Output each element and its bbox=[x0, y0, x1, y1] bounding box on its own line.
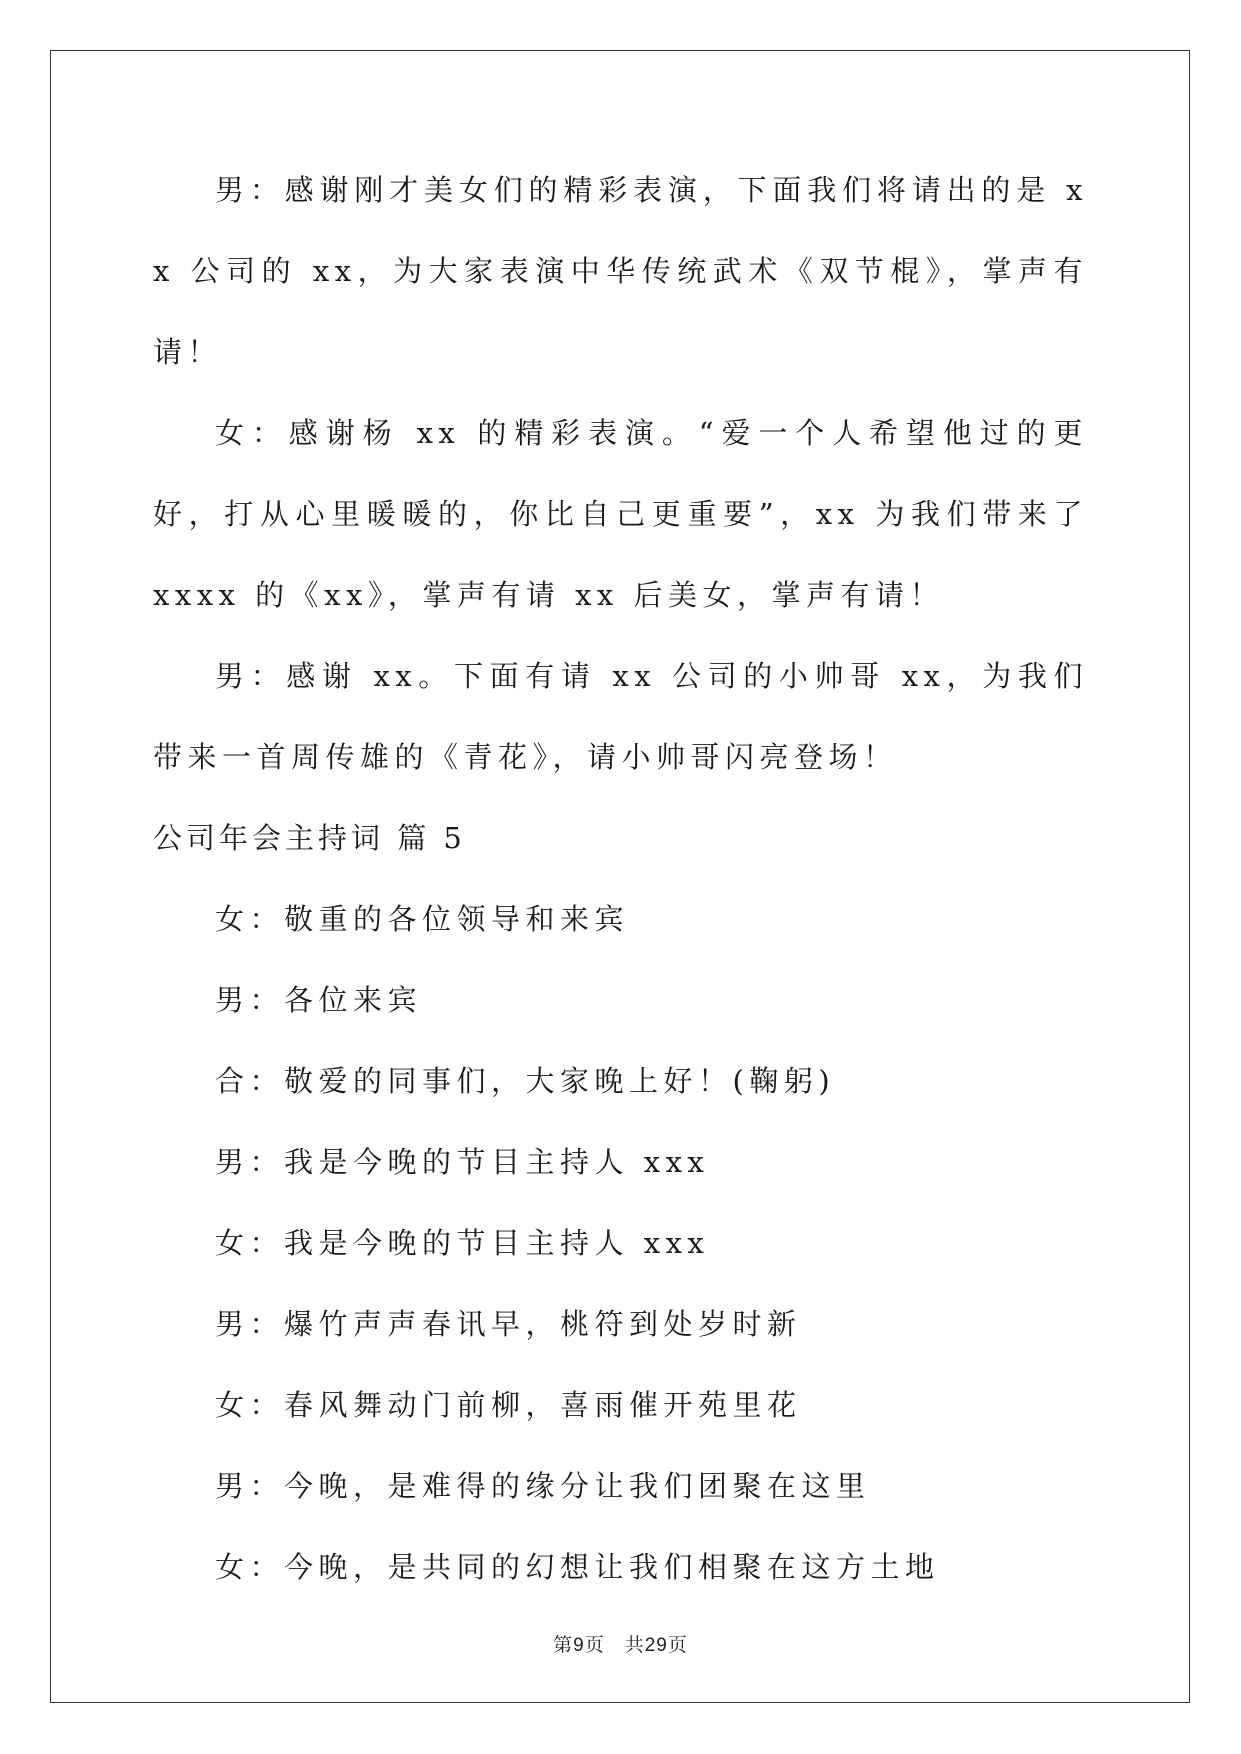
dialogue-line: 女：春风舞动门前柳，喜雨催开苑里花 bbox=[215, 1388, 802, 1422]
document-body bbox=[153, 150, 1088, 1608]
dialogue-line: 男：爆竹声声春讯早，桃符到处岁时新 bbox=[215, 1307, 802, 1341]
page-suffix: 页 bbox=[584, 1634, 605, 1656]
dialogue-line: 男：各位来宾 bbox=[215, 983, 423, 1017]
page-footer bbox=[0, 1630, 1241, 1657]
page-number: 9 bbox=[573, 1635, 585, 1656]
paragraph-1: 男：感谢刚才美女们的精彩表演，下面我们将请出的是 xx 公司的 xx，为大家表演中华传统武术《双节棍》，掌声有请！ bbox=[153, 173, 1088, 369]
section-heading: 公司年会主持词 篇 5 bbox=[153, 821, 466, 855]
total-prefix: 共 bbox=[624, 1634, 645, 1656]
dialogue-line: 男：我是今晚的节目主持人 xxx bbox=[215, 1145, 710, 1179]
page-prefix: 第 bbox=[553, 1634, 574, 1656]
dialogue-line: 女：敬重的各位领导和来宾 bbox=[215, 902, 630, 936]
paragraph-3: 男：感谢 xx。下面有请 xx 公司的小帅哥 xx，为我们带来一首周传雄的《青花》，请小帅哥闪亮登场！ bbox=[153, 659, 1088, 774]
paragraph-2: 女：感谢杨 xx 的精彩表演。“爱一个人希望他过的更好，打从心里暖暖的，你比自己更重要”，xx 为我们带来了 xxxx 的《xx》，掌声有请 xx 后美女，掌声有请！ bbox=[153, 416, 1088, 612]
dialogue-line: 女：我是今晚的节目主持人 xxx bbox=[215, 1226, 710, 1260]
total-suffix: 页 bbox=[667, 1634, 688, 1656]
dialogue-line: 女：今晚，是共同的幻想让我们相聚在这方土地 bbox=[215, 1550, 940, 1584]
dialogue-line: 合：敬爱的同事们，大家晚上好！(鞠躬) bbox=[215, 1064, 836, 1098]
dialogue-line: 男：今晚，是难得的缘分让我们团聚在这里 bbox=[215, 1469, 871, 1503]
total-pages: 29 bbox=[644, 1635, 668, 1656]
